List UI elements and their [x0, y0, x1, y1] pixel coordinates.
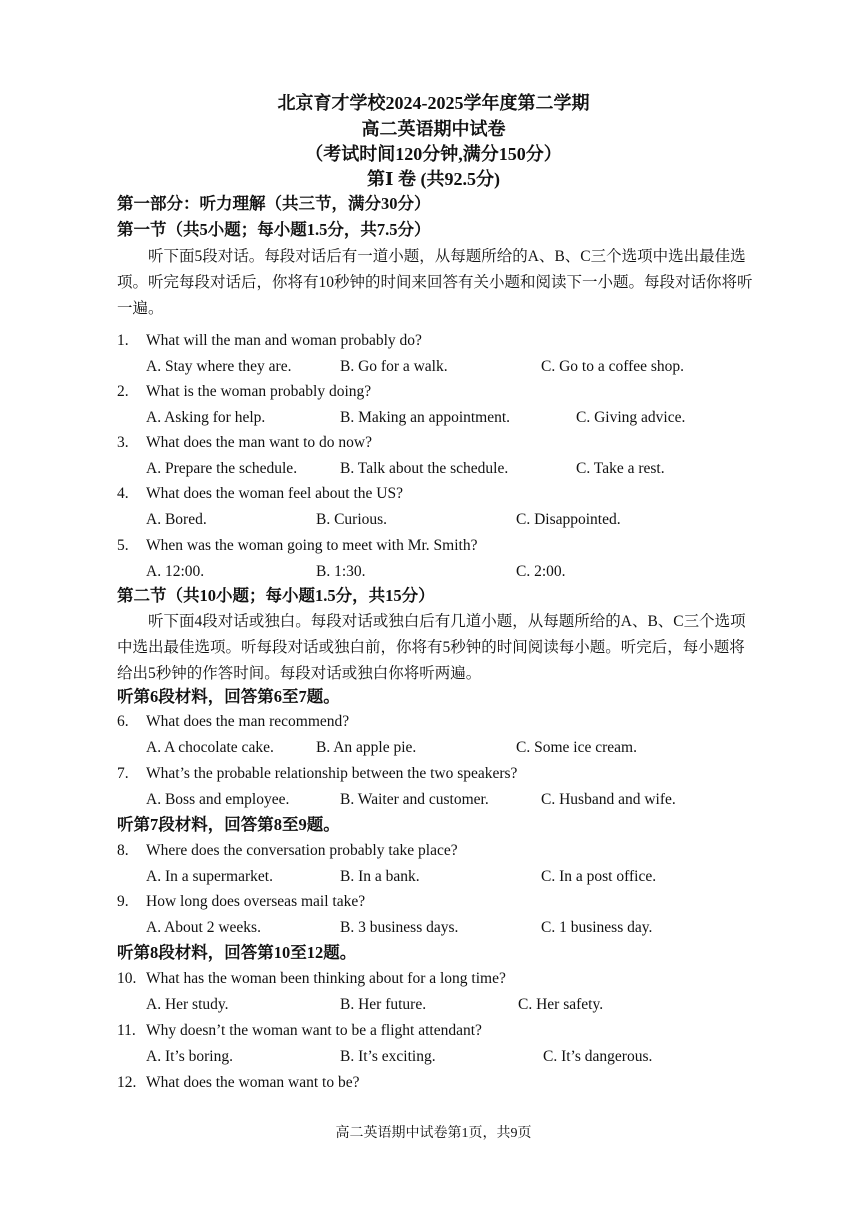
question-4: [117, 484, 403, 504]
question-number: 9.: [117, 893, 129, 910]
exam-info: （考试时间120分钟,满分150分）: [305, 144, 562, 164]
option-c[interactable]: C. Go to a coffee shop.: [541, 358, 685, 375]
section2-title: 第二节（共10小题；每小题1.5分，共15分）: [117, 586, 435, 605]
question-text: What will the man and woman probably do?: [146, 332, 422, 349]
question-text: What is the woman probably doing?: [146, 383, 372, 400]
option-b[interactable]: B. Curious.: [316, 511, 388, 528]
option-c[interactable]: C. It’s dangerous.: [543, 1048, 653, 1065]
option-c[interactable]: C. 1 business day.: [541, 919, 653, 936]
option-c[interactable]: C. In a post office.: [541, 868, 657, 885]
option-b[interactable]: B. Talk about the schedule.: [340, 460, 509, 477]
option-c[interactable]: C. Her safety.: [518, 996, 604, 1013]
question-number: 11.: [117, 1022, 136, 1039]
option-a[interactable]: A. Boss and employee.: [146, 791, 290, 808]
question-number: 8.: [117, 842, 129, 859]
question-8: [117, 841, 458, 861]
question-2: [117, 382, 371, 402]
option-a[interactable]: A. A chocolate cake.: [146, 739, 274, 756]
material-6-heading: 听第6段材料，回答第6至7题。: [117, 687, 340, 706]
question-9: [117, 892, 365, 912]
section2-instructions: 听下面4段对话或独白。每段对话或独白后有几道小题，从每题所给的A、B、C三个选项中选出最佳选项。听每段对话或独白前，你将有5秒钟的时间阅读每小题。听完后，每小题将给出5秒钟的作答时间。每段对话或独白你将听两遍。: [117, 613, 746, 682]
option-a[interactable]: A. Her study.: [146, 996, 229, 1013]
question-number: 12.: [117, 1074, 137, 1091]
question-number: 6.: [117, 713, 129, 730]
option-b[interactable]: B. Waiter and customer.: [340, 791, 489, 808]
question-text: When was the woman going to meet with Mr. Smith?: [146, 537, 478, 554]
option-c[interactable]: C. Giving advice.: [576, 409, 686, 426]
option-b[interactable]: B. 3 business days.: [340, 919, 459, 936]
option-a[interactable]: A. 12:00.: [146, 563, 205, 580]
question-number: 1.: [117, 332, 129, 349]
option-b[interactable]: B. Go for a walk.: [340, 358, 448, 375]
question-text: How long does overseas mail take?: [146, 893, 366, 910]
option-b[interactable]: B. In a bank.: [340, 868, 420, 885]
exam-name-title: 高二英语期中试卷: [361, 119, 506, 139]
question-number: 10.: [117, 970, 137, 987]
option-c[interactable]: C. Some ice cream.: [516, 739, 637, 756]
question-10: [117, 969, 506, 989]
volume-title: 第Ⅰ 卷 (共92.5分): [367, 169, 500, 189]
option-a[interactable]: A. It’s boring.: [146, 1048, 233, 1065]
question-text: What does the man want to do now?: [146, 434, 372, 451]
question-number: 4.: [117, 485, 129, 502]
school-term-title: 北京育才学校2024-2025学年度第二学期: [277, 93, 590, 113]
question-text: What does the woman feel about the US?: [146, 485, 403, 502]
question-5: [117, 536, 477, 556]
material-7-heading: 听第7段材料，回答第8至9题。: [117, 815, 340, 834]
part1-title: 第一部分：听力理解（共三节，满分30分）: [117, 194, 431, 213]
question-text: Where does the conversation probably take place?: [146, 842, 458, 859]
option-b[interactable]: B. Making an appointment.: [340, 409, 511, 426]
question-number: 3.: [117, 434, 129, 451]
option-c[interactable]: C. Take a rest.: [576, 460, 665, 477]
option-b[interactable]: B. 1:30.: [316, 563, 366, 580]
question-text: What has the woman been thinking about for a long time?: [146, 970, 506, 987]
question-text: What’s the probable relationship between the two speakers?: [146, 765, 518, 782]
question-number: 2.: [117, 383, 129, 400]
question-number: 7.: [117, 765, 129, 782]
question-12: [117, 1073, 360, 1093]
option-c[interactable]: C. Husband and wife.: [541, 791, 676, 808]
option-a[interactable]: A. About 2 weeks.: [146, 919, 261, 936]
option-c[interactable]: C. Disappointed.: [516, 511, 621, 528]
option-c[interactable]: C. 2:00.: [516, 563, 566, 580]
page-footer: 高二英语期中试卷第1页，共9页: [335, 1126, 532, 1141]
question-3: [117, 433, 372, 453]
question-7: [117, 764, 517, 784]
section1-title: 第一节（共5小题；每小题1.5分，共7.5分）: [117, 220, 431, 239]
material-8-heading: 听第8段材料，回答第10至12题。: [117, 943, 357, 962]
question-text: Why doesn’t the woman want to be a flight attendant?: [146, 1022, 482, 1039]
option-a[interactable]: A. Bored.: [146, 511, 207, 528]
option-a[interactable]: A. Asking for help.: [146, 409, 266, 426]
option-a[interactable]: A. In a supermarket.: [146, 868, 273, 885]
option-b[interactable]: B. Her future.: [340, 996, 427, 1013]
question-11: [117, 1021, 482, 1041]
option-b[interactable]: B. An apple pie.: [316, 739, 417, 756]
section1-instructions: 听下面5段对话。每段对话后有一道小题，从每题所给的A、B、C三个选项中选出最佳选项。听完每段对话后，你将有10秒钟的时间来回答有关小题和阅读下一小题。每段对话你将听一遍。: [117, 248, 753, 317]
question-6: [117, 712, 349, 732]
question-number: 5.: [117, 537, 129, 554]
option-a[interactable]: A. Prepare the schedule.: [146, 460, 298, 477]
option-a[interactable]: A. Stay where they are.: [146, 358, 292, 375]
question-text: What does the man recommend?: [146, 713, 350, 730]
question-text: What does the woman want to be?: [146, 1074, 360, 1091]
option-b[interactable]: B. It’s exciting.: [340, 1048, 436, 1065]
question-1: [117, 331, 422, 351]
